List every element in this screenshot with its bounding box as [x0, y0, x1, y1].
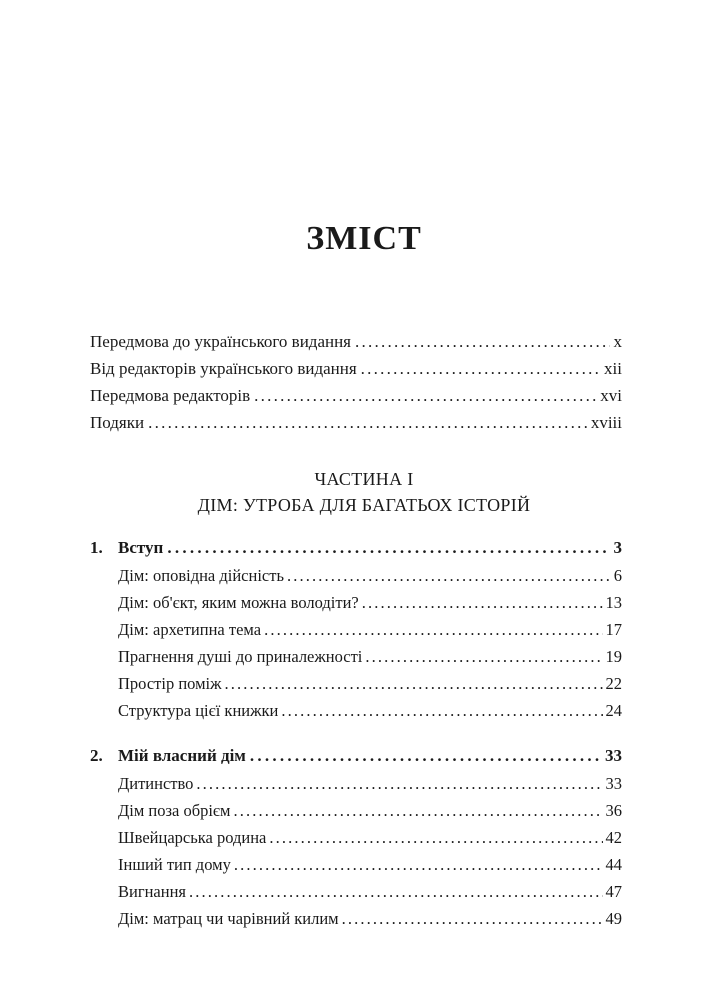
dot-leader [342, 905, 603, 932]
entry-label: Подяки [90, 413, 145, 432]
section-label: Дім: архетипна тема [118, 620, 262, 639]
part-label: ЧАСТИНА І [314, 469, 414, 489]
chapter-1 [90, 534, 622, 724]
front-matter-entry [90, 409, 622, 436]
chapter-page: 3 [613, 538, 622, 557]
chapter-page: 33 [605, 746, 622, 765]
section-label: Простір поміж [118, 674, 222, 693]
chapter-title: Мій власний дім [118, 746, 246, 765]
section-entry [90, 697, 622, 724]
front-matter-entry [90, 355, 622, 382]
section-entry [90, 851, 622, 878]
section-entry [90, 670, 622, 697]
section-entry [90, 878, 622, 905]
dot-leader [254, 382, 596, 409]
page-title: ЗМІСТ [306, 220, 422, 257]
section-entry [90, 905, 622, 932]
section-label: Дім: об'єкт, яким можна володіти? [118, 593, 359, 612]
section-page: 33 [605, 774, 622, 793]
section-page: 6 [613, 566, 622, 585]
section-entry [90, 643, 622, 670]
dot-leader [361, 355, 600, 382]
section-label: Інший тип дому [118, 855, 231, 874]
section-label: Швейцарська родина [118, 828, 267, 847]
dot-leader [225, 670, 603, 697]
section-label: Дитинство [118, 774, 194, 793]
section-label: Дім: оповідна дійсність [118, 566, 284, 585]
chapter-2 [90, 742, 622, 932]
section-page: 24 [605, 701, 622, 720]
section-page: 36 [605, 801, 622, 820]
section-page: 47 [605, 882, 622, 901]
part-title: ДІМ: УТРОБА ДЛЯ БАГАТЬОХ ІСТОРІЙ [197, 495, 531, 515]
dot-leader [189, 878, 602, 905]
chapter-heading [90, 742, 622, 770]
dot-leader [264, 616, 602, 643]
part-heading [0, 466, 728, 518]
section-entry [90, 616, 622, 643]
dot-leader [281, 697, 602, 724]
section-entry [90, 797, 622, 824]
dot-leader [196, 770, 602, 797]
section-page: 22 [605, 674, 622, 693]
section-entry [90, 562, 622, 589]
front-matter-entry [90, 382, 622, 409]
entry-label: Передмова до українського видання [90, 332, 352, 351]
section-page: 42 [605, 828, 622, 847]
front-matter-list [90, 328, 622, 436]
chapter-number: 1. [90, 538, 103, 557]
dot-leader [287, 562, 611, 589]
section-page: 17 [605, 620, 622, 639]
dot-leader [233, 797, 602, 824]
dot-leader [365, 643, 602, 670]
section-page: 19 [605, 647, 622, 666]
entry-page: xviii [590, 413, 622, 432]
chapter-list [90, 534, 622, 950]
section-page: 44 [605, 855, 622, 874]
section-label: Прагнення душі до приналежності [118, 647, 363, 666]
section-page: 13 [605, 593, 622, 612]
entry-label: Передмова редакторів [90, 386, 251, 405]
section-label: Структура цієї книжки [118, 701, 279, 720]
section-entry [90, 770, 622, 797]
dot-leader [355, 328, 609, 355]
dot-leader [234, 851, 603, 878]
entry-page: x [613, 332, 622, 351]
entry-label: Від редакторів українського видання [90, 359, 357, 378]
section-entry [90, 589, 622, 616]
chapter-number: 2. [90, 746, 103, 765]
dot-leader [250, 742, 601, 770]
dot-leader [269, 824, 602, 851]
chapter-heading [90, 534, 622, 562]
entry-page: xii [604, 359, 622, 378]
dot-leader [167, 534, 609, 562]
section-page: 49 [605, 909, 622, 928]
front-matter-entry [90, 328, 622, 355]
chapter-title: Вступ [118, 538, 164, 557]
section-entry [90, 824, 622, 851]
dot-leader [148, 409, 587, 436]
section-label: Дім: матрац чи чарівний килим [118, 909, 339, 928]
section-label: Дім поза обрієм [118, 801, 231, 820]
section-label: Вигнання [118, 882, 187, 901]
dot-leader [362, 589, 603, 616]
entry-page: xvi [600, 386, 622, 405]
